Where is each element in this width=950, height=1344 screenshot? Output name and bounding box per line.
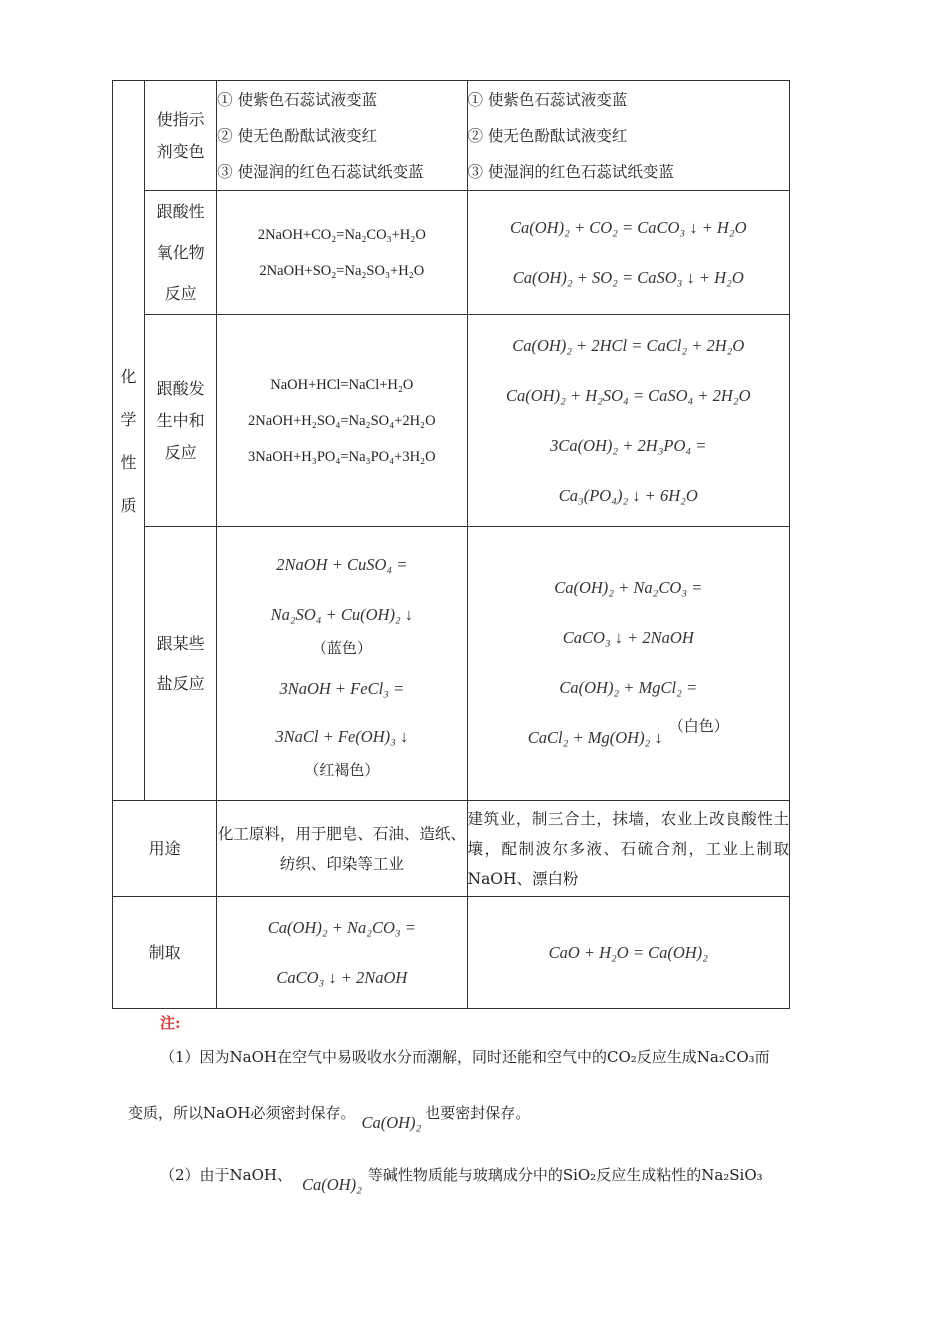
table-row — [113, 897, 790, 1009]
note-2-line-1: （2）由于NaOH、 Ca(OH)₂ 等碱性物质能与玻璃成分中的SiO₂反应生成粘性的Na₂SiO₃ — [160, 1166, 763, 1194]
naoh-salt-cell: 2NaOH + CuSO₄ = Na₂SO₄ + Cu(OH)₂ ↓ （蓝色） 3NaOH + FeCl₃ = 3NaCl + Fe(OH)₃ ↓ （红褐色） — [217, 527, 467, 801]
caoh2-salt-cell: Ca(OH)₂ + Na₂CO₃ = CaCO₃ ↓ + 2NaOH Ca(OH)₂ + MgCl₂ = CaCl₂ + Mg(OH)₂ ↓（白色） — [467, 527, 790, 801]
row-label-usage: 用途 — [113, 801, 217, 897]
row-label-neutralization: 跟酸发 生中和 反应 — [145, 315, 217, 527]
properties-table — [112, 80, 790, 1009]
row-label-indicator: 使指示 剂变色 — [145, 81, 217, 191]
caoh2-indicator-cell: ① 使紫色石蕊试液变蓝 ② 使无色酚酞试液变红 ③ 使湿润的红色石蕊试纸变蓝 — [467, 81, 790, 191]
naoh-indicator-cell: ① 使紫色石蕊试液变蓝 ② 使无色酚酞试液变红 ③ 使湿润的红色石蕊试纸变蓝 — [217, 81, 467, 191]
note-1-line-2: 变质，所以NaOH必须密封保存。 Ca(OH)₂ 也要密封保存。 — [128, 1104, 531, 1132]
formula-caoh2: Ca(OH)₂ — [361, 1113, 422, 1132]
formula-caoh2: Ca(OH)₂ — [302, 1175, 362, 1194]
table-row — [113, 527, 790, 801]
note-title: 注: — [160, 1014, 181, 1032]
table-row — [113, 191, 790, 315]
caoh2-acid-oxide-cell: Ca(OH)₂ + CO₂ = CaCO₃ ↓ + H₂O Ca(OH)₂ + SO₂ = CaSO₃ ↓ + H₂O — [467, 191, 790, 315]
caoh2-usage-cell: 建筑业，制三合土，抹墙，农业上改良酸性土壤，配制波尔多液、石硫合剂，工业上制取NaOH、漂白粉 — [467, 801, 790, 897]
naoh-preparation-cell: Ca(OH)₂ + Na₂CO₃ = CaCO₃ ↓ + 2NaOH — [217, 897, 467, 1009]
row-label-preparation: 制取 — [113, 897, 217, 1009]
table-row — [113, 81, 790, 191]
section-label-chemical-properties: 化 学 性 质 — [113, 81, 145, 801]
row-label-salt-reaction: 跟某些 盐反应 — [145, 527, 217, 801]
table-row — [113, 801, 790, 897]
naoh-acid-oxide-cell: 2NaOH+CO₂=Na₂CO₃+H₂O 2NaOH+SO₂=Na₂SO₃+H₂O — [217, 191, 467, 315]
naoh-usage-cell: 化工原料，用于肥皂、石油、造纸、纺织、印染等工业 — [217, 801, 467, 897]
row-label-acid-oxide: 跟酸性 氧化物 反应 — [145, 191, 217, 315]
table-row — [113, 315, 790, 527]
note-1-line-1: （1）因为NaOH在空气中易吸收水分而潮解，同时还能和空气中的CO₂反应生成Na₂CO₃而 — [160, 1048, 770, 1066]
caoh2-neutralization-cell: Ca(OH)₂ + 2HCl = CaCl₂ + 2H₂O Ca(OH)₂ + H₂SO₄ = CaSO₄ + 2H₂O 3Ca(OH)₂ + 2H₃PO₄ = Ca₃(PO₄)₂ ↓ + 6H₂O — [467, 315, 790, 527]
caoh2-preparation-cell: CaO + H₂O = Ca(OH)₂ — [467, 897, 790, 1009]
naoh-neutralization-cell: NaOH+HCl=NaCl+H₂O 2NaOH+H₂SO₄=Na₂SO₄+2H₂O 3NaOH+H₃PO₄=Na₃PO₄+3H₂O — [217, 315, 467, 527]
